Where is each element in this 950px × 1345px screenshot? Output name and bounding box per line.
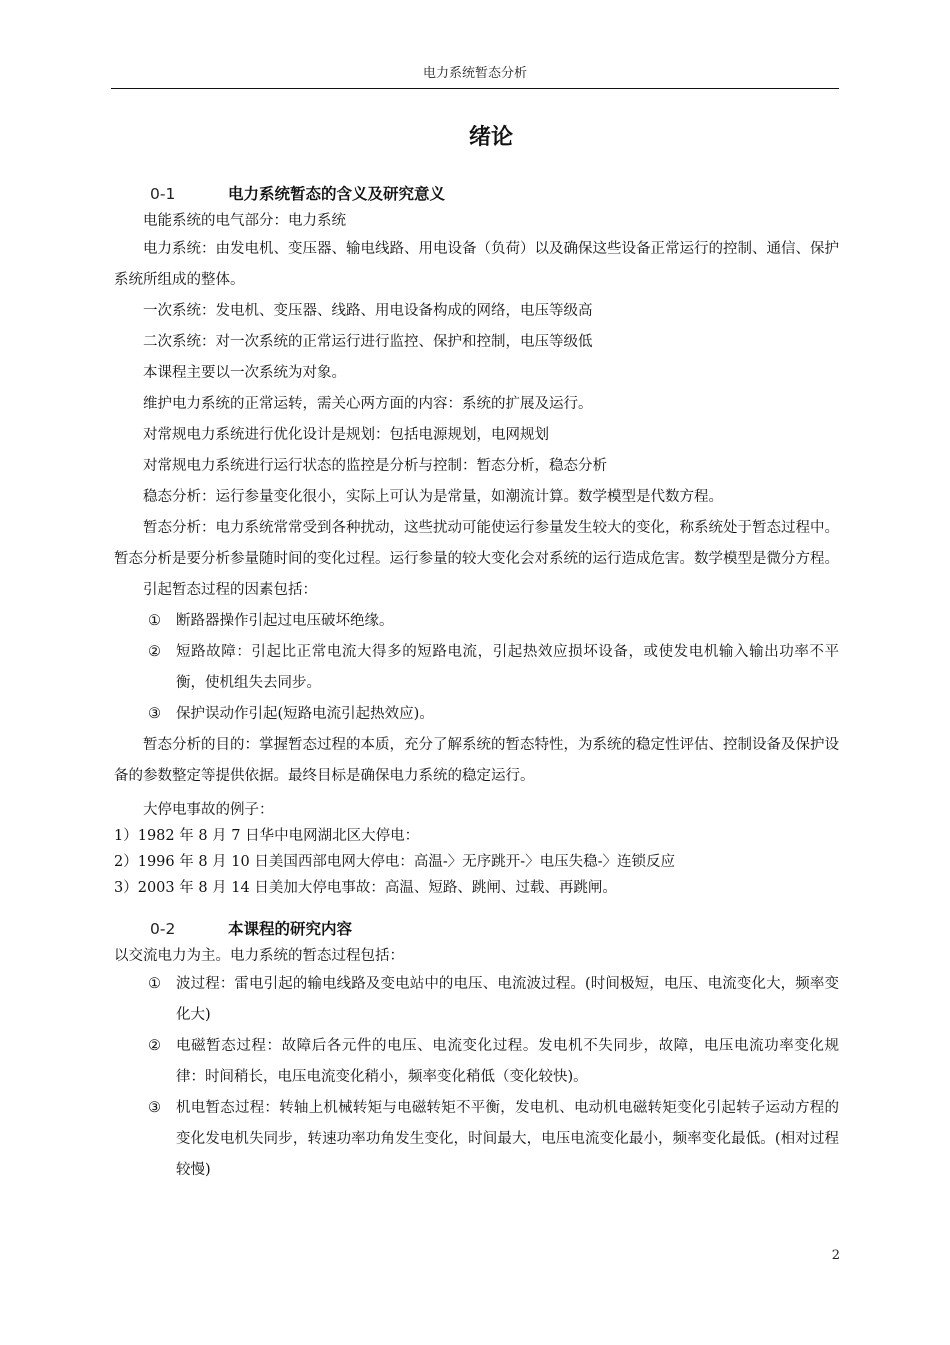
running-header: 电力系统暂态分析: [422, 66, 527, 81]
list-item-text: 短路故障：引起比正常电流大得多的短路电流，引起热效应损坏设备，或使发电机输入输出功率不平衡，使机组失去同步。: [176, 644, 839, 691]
list-item: [114, 606, 839, 637]
paragraph: 以交流电力为主。电力系统的暂态过程包括：: [114, 948, 404, 964]
paragraph: 本课程主要以一次系统为对象。: [143, 365, 346, 381]
chapter-title: 绪论: [468, 125, 513, 150]
paragraph: 一次系统：发电机、变压器、线路、用电设备构成的网络，电压等级高: [143, 303, 593, 319]
list-item: [114, 699, 839, 730]
section-title: 电力系统暂态的含义及研究意义: [228, 185, 446, 203]
paragraph: 维护电力系统的正常运转，需关心两方面的内容：系统的扩展及运行。: [143, 396, 593, 412]
list-item: [114, 1093, 839, 1186]
list-item-text: 机电暂态过程：转轴上机械转矩与电磁转矩不平衡，发电机、电动机电磁转矩变化引起转子运动方程的变化发电机失同步，转速功率功角发生变化，时间最大，电压电流变化最小，频率变化最低。(相对过程较慢): [176, 1100, 839, 1178]
paragraph: 对常规电力系统进行运行状态的监控是分析与控制：暂态分析，稳态分析: [143, 458, 607, 474]
paragraph: 电能系统的电气部分：电力系统: [143, 213, 346, 229]
list-item-text: 保护误动作引起(短路电流引起热效应)。: [176, 706, 434, 722]
list-marker: ②: [148, 1038, 161, 1054]
section-number: 0-2: [150, 920, 176, 938]
section-title: 本课程的研究内容: [228, 920, 353, 938]
list-item: 3）2003 年 8 月 14 日美加大停电事故：高温、短路、跳闸、过载、再跳闸。: [114, 880, 617, 896]
page-content: [114, 180, 839, 1186]
paragraph: 暂态分析：电力系统常常受到各种扰动，这些扰动可能使运行参量发生较大的变化，称系统处于暂态过程中。暂态分析是要分析参量随时间的变化过程。运行参量的较大变化会对系统的运行造成危害。数学模型是微分方程。: [114, 520, 839, 567]
paragraph: 二次系统：对一次系统的正常运行进行监控、保护和控制，电压等级低: [143, 334, 593, 350]
page-number: 2: [831, 1248, 840, 1263]
paragraph: 电力系统：由发电机、变压器、输电线路、用电设备（负荷）以及确保这些设备正常运行的控制、通信、保护系统所组成的整体。: [114, 241, 839, 288]
list-item-text: 波过程：雷电引起的输电线路及变电站中的电压、电流波过程。(时间极短，电压、电流变化大，频率变化大): [176, 976, 839, 1023]
list-marker: ③: [148, 706, 161, 722]
list-marker: ②: [148, 644, 161, 660]
paragraph: 稳态分析：运行参量变化很小，实际上可认为是常量，如潮流计算。数学模型是代数方程。: [143, 489, 723, 505]
list-marker: ③: [148, 1100, 161, 1116]
paragraph: 对常规电力系统进行优化设计是规划：包括电源规划，电网规划: [143, 427, 549, 443]
header-rule: [111, 88, 839, 89]
list-item-text: 电磁暂态过程：故障后各元件的电压、电流变化过程。发电机不失同步，故障，电压电流功率变化规律：时间稍长，电压电流变化稍小，频率变化稍低（变化较快)。: [176, 1038, 839, 1085]
list-marker: ①: [148, 976, 161, 992]
list-item: [114, 637, 839, 699]
list-item: [114, 969, 839, 1031]
section-number: 0-1: [150, 185, 176, 203]
list-item-text: 断路器操作引起过电压破坏绝缘。: [176, 613, 394, 629]
list-item: 1）1982 年 8 月 7 日华中电网湖北区大停电：: [114, 828, 420, 844]
paragraph: 暂态分析的目的：掌握暂态过程的本质，充分了解系统的暂态特性，为系统的稳定性评估、控制设备及保护设备的参数整定等提供依据。最终目标是确保电力系统的稳定运行。: [114, 737, 839, 784]
list-item: 2）1996 年 8 月 10 日美国西部电网大停电：高温-〉无序跳开-〉电压失稳-〉连锁反应: [114, 854, 676, 870]
list-item: [114, 1031, 839, 1093]
paragraph: 引起暂态过程的因素包括：: [143, 582, 317, 598]
section-heading-0-2: [114, 917, 839, 943]
list-marker: ①: [148, 613, 161, 629]
paragraph: 大停电事故的例子：: [143, 802, 274, 818]
section-heading-0-1: [114, 182, 839, 208]
